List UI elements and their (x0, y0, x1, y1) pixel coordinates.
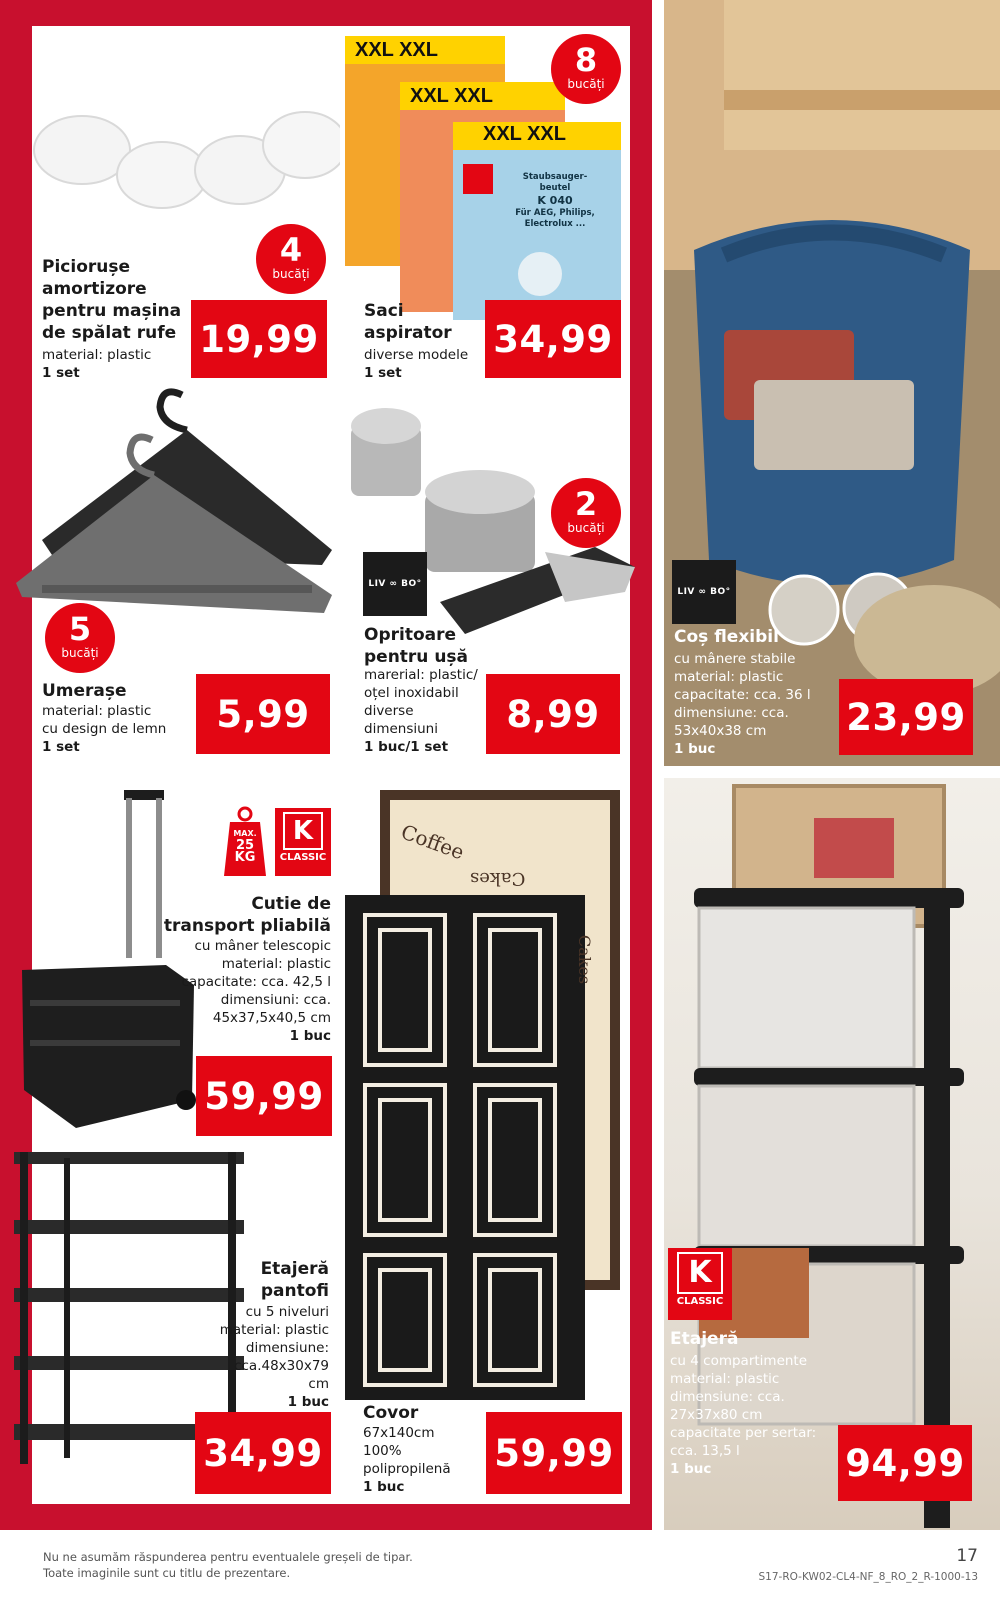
disclaimer: Nu ne asumăm răspunderea pentru eventualele greșeli de tipar. Toate imaginile sunt cu titlu de prezentare. (43, 1550, 413, 1580)
feet-title: Piciorușe amortizore pentru mașina de spălat rufe (42, 257, 182, 343)
hangers-image (12, 385, 342, 635)
rug-word-cakes: Cakes (470, 868, 526, 889)
drawers-photo (664, 778, 1000, 1530)
rug-description: 67x140cm 100% polipropilenă 1 buc (363, 1425, 451, 1495)
bag-package-text: Staubsauger- beutel K 040 Für AEG, Philips, Electrolux ... (515, 172, 595, 229)
basket-title: Coș flexibil (674, 627, 779, 647)
page-number: 17 (956, 1546, 978, 1566)
doorstop-price: 8,99 (486, 674, 620, 754)
bags-price: 34,99 (485, 300, 621, 378)
bags-quantity-badge: 8 bucăți (551, 34, 621, 104)
shoe-rack-title: Etajeră pantofi (260, 1259, 329, 1301)
max-weight-icon: MAX. 25 KG (224, 806, 266, 876)
doorstop-description: marerial: plastic/ oțel inoxidabil diverse dimensiuni 1 buc/1 set (364, 667, 478, 755)
livarno-logo: LIV ∞ BO° (363, 552, 427, 616)
shoe-rack-price: 34,99 (195, 1412, 331, 1494)
cart-price: 59,99 (196, 1056, 332, 1136)
feet-description: material: plastic 1 set (42, 347, 152, 381)
k-classic-logo: K CLASSIC (668, 1248, 732, 1320)
catalog-code: S17-RO-KW02-CL4-NF_8_RO_2_R-1000-13 (758, 1571, 978, 1583)
svg-text:XXL XXL: XXL XXL (410, 85, 493, 107)
rug-word-coffee: Coffee (397, 819, 468, 865)
svg-text:XXL XXL: XXL XXL (355, 39, 438, 61)
hangers-description: material: plastic cu design de lemn 1 set (42, 703, 167, 755)
cart-description: cu mâner telescopic material: plastic capacitate: cca. 42,5 l dimensiuni: cca. 45x37,5x40,5 cm 1 buc (181, 938, 331, 1044)
svg-text:XXL XXL: XXL XXL (483, 123, 566, 145)
hangers-quantity-badge: 5 bucăți (45, 603, 115, 673)
doorstop-title: Opritoare pentru ușă (364, 625, 469, 667)
drawers-description: cu 4 compartimente material: plastic dimensiune: cca. 27x37x80 cm capacitate per sertar: cca. 13,5 l 1 buc (670, 1353, 817, 1477)
rug-title: Covor (363, 1403, 419, 1423)
bags-title: Saci aspirator (364, 301, 452, 343)
cart-title: Cutie de transport pliabilă (163, 894, 331, 936)
shoe-rack-description: cu 5 niveluri material: plastic dimensiune: cca.48x30x79 cm 1 buc (219, 1304, 329, 1410)
hangers-title: Umerașe (42, 681, 127, 701)
basket-description: cu mânere stabile material: plastic capacitate: cca. 36 l dimensiune: cca. 53x40x38 cm 1 buc (674, 651, 811, 757)
livarno-logo: LIV ∞ BO° (672, 560, 736, 624)
washer-feet-image (30, 100, 340, 230)
feet-quantity-badge: 4 bucăți (256, 224, 326, 294)
doorstop-quantity-badge: 2 bucăți (551, 478, 621, 548)
basket-price: 23,99 (839, 679, 973, 755)
rug-price: 59,99 (486, 1412, 622, 1494)
feet-price: 19,99 (191, 300, 327, 378)
rug-word-cakes-side: Cakes (575, 934, 595, 985)
hangers-price: 5,99 (196, 674, 330, 754)
drawers-title: Etajeră (670, 1329, 739, 1349)
k-classic-logo: K CLASSIC (275, 808, 331, 876)
basket-photo (664, 0, 1000, 766)
drawers-price: 94,99 (838, 1425, 972, 1501)
bags-description: diverse modele 1 set (364, 347, 469, 381)
